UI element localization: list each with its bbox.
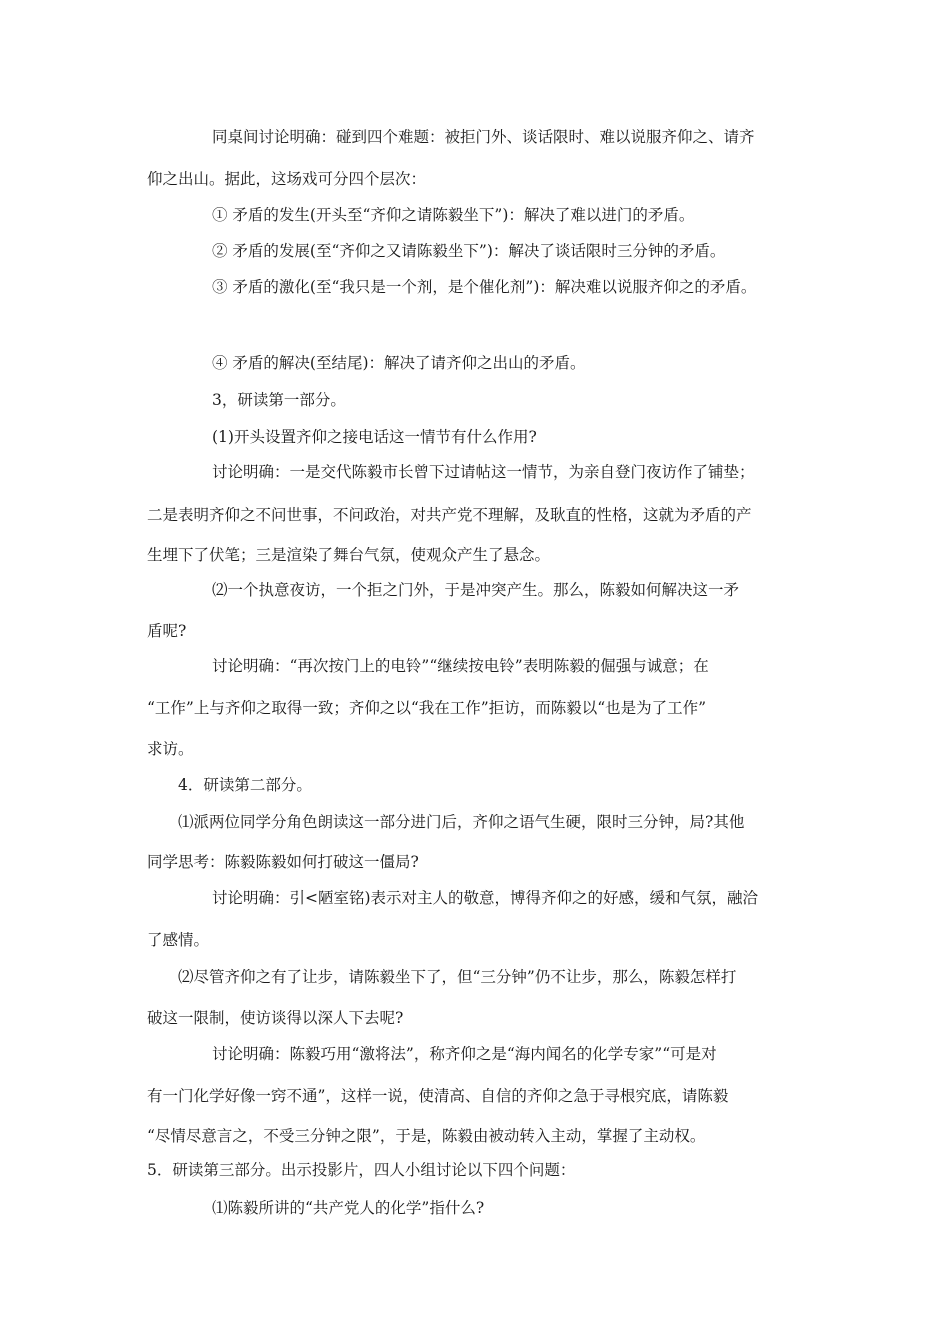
text-line: 盾呢?	[147, 622, 187, 640]
section-heading: 3，研读第一部分。	[212, 391, 346, 409]
text-line: 了感情。	[147, 931, 210, 949]
text-line: 破这一限制，使访谈得以深人下去呢?	[147, 1009, 404, 1027]
section-heading: 5．研读第三部分。出示投影片，四人小组讨论以下四个问题：	[147, 1161, 576, 1179]
text-line: 仰之出山。据此，这场戏可分四个层次：	[147, 170, 427, 188]
text-line: “工作”上与齐仰之取得一致；齐仰之以“我在工作”拒访，而陈毅以“也是为了工作”	[147, 699, 707, 717]
text-line: 二是表明齐仰之不问世事，不问政治，对共产党不理解，及耿直的性格，这就为矛盾的产	[147, 506, 752, 524]
text-line: ① 矛盾的发生(开头至“齐仰之请陈毅坐下”)：解决了难以进门的矛盾。	[212, 206, 695, 224]
text-line: “尽情尽意言之，不受三分钟之限”，于是，陈毅由被动转入主动，掌握了主动权。	[147, 1127, 706, 1145]
section-heading: 4．研读第二部分。	[178, 776, 312, 794]
text-line: 同桌间讨论明确：碰到四个难题：被拒门外、谈话限时、难以说服齐仰之、请齐	[212, 128, 755, 146]
text-line: 有一门化学好像一窍不通”，这样一说，使清高、自信的齐仰之急于寻根究底，请陈毅	[147, 1087, 729, 1105]
question: ⑵尽管齐仰之有了让步，请陈毅坐下了，但“三分钟”仍不让步，那么，陈毅怎样打	[178, 968, 737, 986]
text-line: ② 矛盾的发展(至“齐仰之又请陈毅坐下”)：解决了谈话限时三分钟的矛盾。	[212, 242, 726, 260]
text-line: 讨论明确：引<陋室铭)表示对主人的敬意，博得齐仰之的好感，缓和气氛，融洽	[212, 889, 759, 907]
text-line: 生埋下了伏笔；三是渲染了舞台气氛，使观众产生了悬念。	[147, 546, 551, 564]
text-line: 求访。	[147, 740, 194, 758]
text-line: ④ 矛盾的解决(至结尾)：解决了请齐仰之出山的矛盾。	[212, 354, 586, 372]
question: ⑴派两位同学分角色朗读这一部分进门后，齐仰之语气生硬，限时三分钟，局?其他	[178, 813, 745, 831]
question: ⑵一个执意夜访，一个拒之门外，于是冲突产生。那么，陈毅如何解决这一矛	[212, 581, 740, 599]
question: ⑴陈毅所讲的“共产党人的化学”指什么?	[212, 1199, 485, 1217]
text-line: 讨论明确：一是交代陈毅市长曾下过请帖这一情节，为亲自登门夜访作了铺垫；	[212, 463, 755, 481]
text-line: ③ 矛盾的激化(至“我只是一个剂，是个催化剂”)：解决难以说服齐仰之的矛盾。	[212, 278, 757, 296]
text-line: 讨论明确：“再次按门上的电铃”“继续按电铃”表明陈毅的倔强与诚意；在	[212, 657, 709, 675]
text-line: 讨论明确：陈毅巧用“激将法”，称齐仰之是“海内闻名的化学专家”“可是对	[212, 1045, 717, 1063]
text-line: 同学思考：陈毅陈毅如何打破这一僵局?	[147, 853, 419, 871]
question: (1)开头设置齐仰之接电话这一情节有什么作用?	[212, 428, 537, 446]
